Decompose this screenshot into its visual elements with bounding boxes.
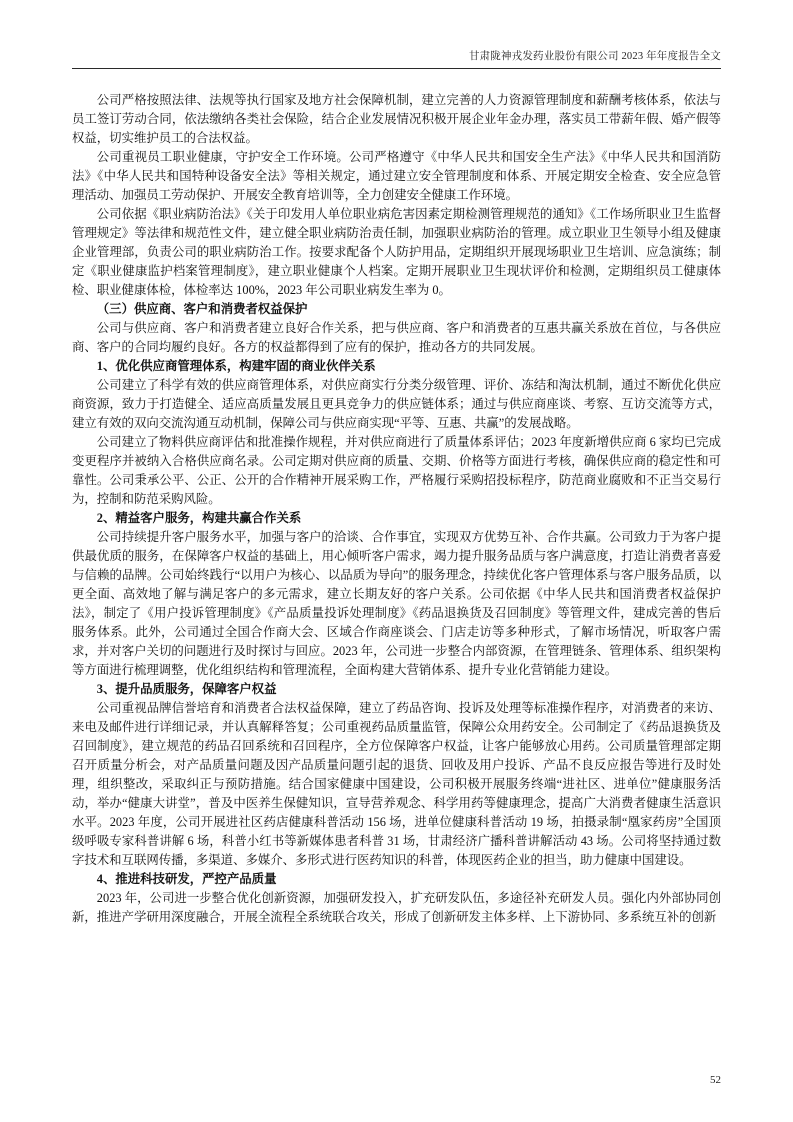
- paragraph: 公司与供应商、客户和消费者建立良好合作关系，把与供应商、客户和消费者的互惠共赢关系放在首位，与各供应商、客户的合同均履约良好。各方的权益都得到了应有的保护，推动各方的共同发展。: [72, 321, 721, 354]
- paragraph: 2023 年，公司进一步整合优化创新资源，加强研发投入，扩充研发队伍，多途径补充研发人员。强化内外部协同创新，推进产学研用深度融合，开展全流程全系统联合攻关，形成了创新研发主体多样、上下游协同、多系统互补的创新: [72, 891, 721, 924]
- section-heading: （三）供应商、客户和消费者权益保护: [96, 302, 308, 316]
- numbered-heading: 4、推进科技研发，严控产品质量: [96, 872, 277, 886]
- paragraph: 公司依据《职业病防治法》《关于印发用人单位职业病危害因素定期检测管理规范的通知》《工作场所职业卫生监督管理规定》等法律和规范性文件，建立健全职业病防治责任制，加强职业病防治的管理。成立职业卫生领导小组及健康企业管理部，负责公司的职业病防治工作。按要求配备个人防护用品，定期组织开展现场职业卫生培训、应急演练；制定《职业健康监护档案管理制度》，建立职业健康个人档案。定期开展职业卫生现状评价和检测，定期组织员工健康体检、职业健康体检，体检率达 100%，2023 年公司职业病发生率为 0。: [72, 207, 721, 297]
- page-number: 52: [710, 1074, 721, 1086]
- numbered-heading: 1、优化供应商管理体系，构建牢固的商业伙伴关系: [96, 359, 376, 373]
- paragraph: 公司重视员工职业健康，守护安全工作环境。公司严格遵守《中华人民共和国安全生产法》《中华人民共和国消防法》《中华人民共和国特种设备安全法》等相关规定，通过建立安全管理制度和体系、开展定期安全检查、安全应急管理活动、加强员工劳动保护、开展安全教育培训等，全力创建安全健康工作环境。: [72, 150, 721, 202]
- header-divider: [72, 68, 721, 69]
- paragraph: 公司严格按照法律、法规等执行国家及地方社会保障机制，建立完善的人力资源管理制度和薪酬考核体系，依法与员工签订劳动合同，依法缴纳各类社会保险，结合企业发展情况积极开展企业年金办理，落实员工带薪年假、婚产假等权益，切实维护员工的合法权益。: [72, 93, 721, 145]
- page-header: [72, 48, 721, 69]
- numbered-heading: 3、提升品质服务，保障客户权益: [96, 682, 277, 696]
- paragraph: 公司建立了物料供应商评估和批准操作规程，并对供应商进行了质量体系评估；2023 年度新增供应商 6 家均已完成变更程序并被纳入合格供应商名录。公司定期对供应商的质量、交期、价格等方面进行考核，确保供应商的稳定性和可靠性。公司秉承公平、公正、公开的合作精神开展采购工作，严格履行采购招投标程序，防范商业腐败和不正当交易行为，控制和防范采购风险。: [72, 435, 721, 506]
- paragraph: 公司建立了科学有效的供应商管理体系，对供应商实行分类分级管理、评价、冻结和淘汰机制，通过不断优化供应商资源，致力于打造健全、适应高质量发展且更具竞争力的供应链体系；通过与供应商座谈、考察、互访交流等方式，建立有效的双向交流沟通互动机制，保障公司与供应商实现“平等、互惠、共赢”的发展战略。: [72, 378, 721, 430]
- numbered-heading: 2、精益客户服务，构建共赢合作关系: [96, 511, 302, 525]
- document-body: [72, 91, 721, 927]
- paragraph: 公司重视品牌信誉培育和消费者合法权益保障，建立了药品咨询、投诉及处理等标准操作程序，对消费者的来访、来电及邮件进行详细记录，并认真解释答复；公司重视药品质量监管，保障公众用药安全。公司制定了《药品退换货及召回制度》，建立规范的药品召回系统和召回程序，全方位保障客户权益，让客户能够放心用药。公司质量管理部定期召开质量分析会，对产品质量问题及因产品质量问题引起的退货、回收及用户投诉、产品不良反应报告等进行及时处理，组织整改，采取纠正与预防措施。结合国家健康中国建设，公司积极开展服务终端“进社区、进单位”健康服务活动，举办“健康大讲堂”，普及中医养生保健知识，宣导营养观念、科学用药等健康理念，提高广大消费者健康生活意识水平。2023 年度，公司开展进社区药店健康科普活动 156 场，进单位健康科普活动 19 场，拍摄录制“凰家药房”全国顶级呼吸专家科普讲解 6 场，科普小红书等新媒体患者科普 31 场，甘肃经济广播科普讲解活动 43 场。公司将坚持通过数字技术和互联网传播，多渠道、多媒介、多形式进行医药知识的科普，体现医药企业的担当，助力健康中国建设。: [72, 701, 721, 867]
- paragraph: 公司持续提升客户服务水平，加强与客户的洽谈、合作事宜，实现双方优势互补、合作共赢。公司致力于为客户提供最优质的服务，在保障客户权益的基础上，用心倾听客户需求，竭力提升服务品质与客户满意度，打造让消费者喜爱与信赖的品牌。公司始终践行“以用户为核心、以品质为导向”的服务理念，持续优化客户管理体系与客户服务品质，以更全面、高效地了解与满足客户的多元需求，建立长期友好的客户关系。公司依据《中华人民共和国消费者权益保护法》，制定了《用户投诉管理制度》《产品质量投诉处理制度》《药品退换货及召回制度》等管理文件，建成完善的售后服务体系。此外，公司通过全国合作商大会、区域合作商座谈会、门店走访等多种形式，了解市场情况，听取客户需求，并对客户关切的问题进行及时探讨与回应。2023 年，公司进一步整合内部资源，在管理链条、管理体系、组织架构等方面进行梳理调整，优化组织结构和管理流程，全面构建大营销体系、提升专业化营销能力建设。: [72, 530, 721, 677]
- report-header-title: 甘肃陇神戎发药业股份有限公司 2023 年年度报告全文: [468, 51, 721, 62]
